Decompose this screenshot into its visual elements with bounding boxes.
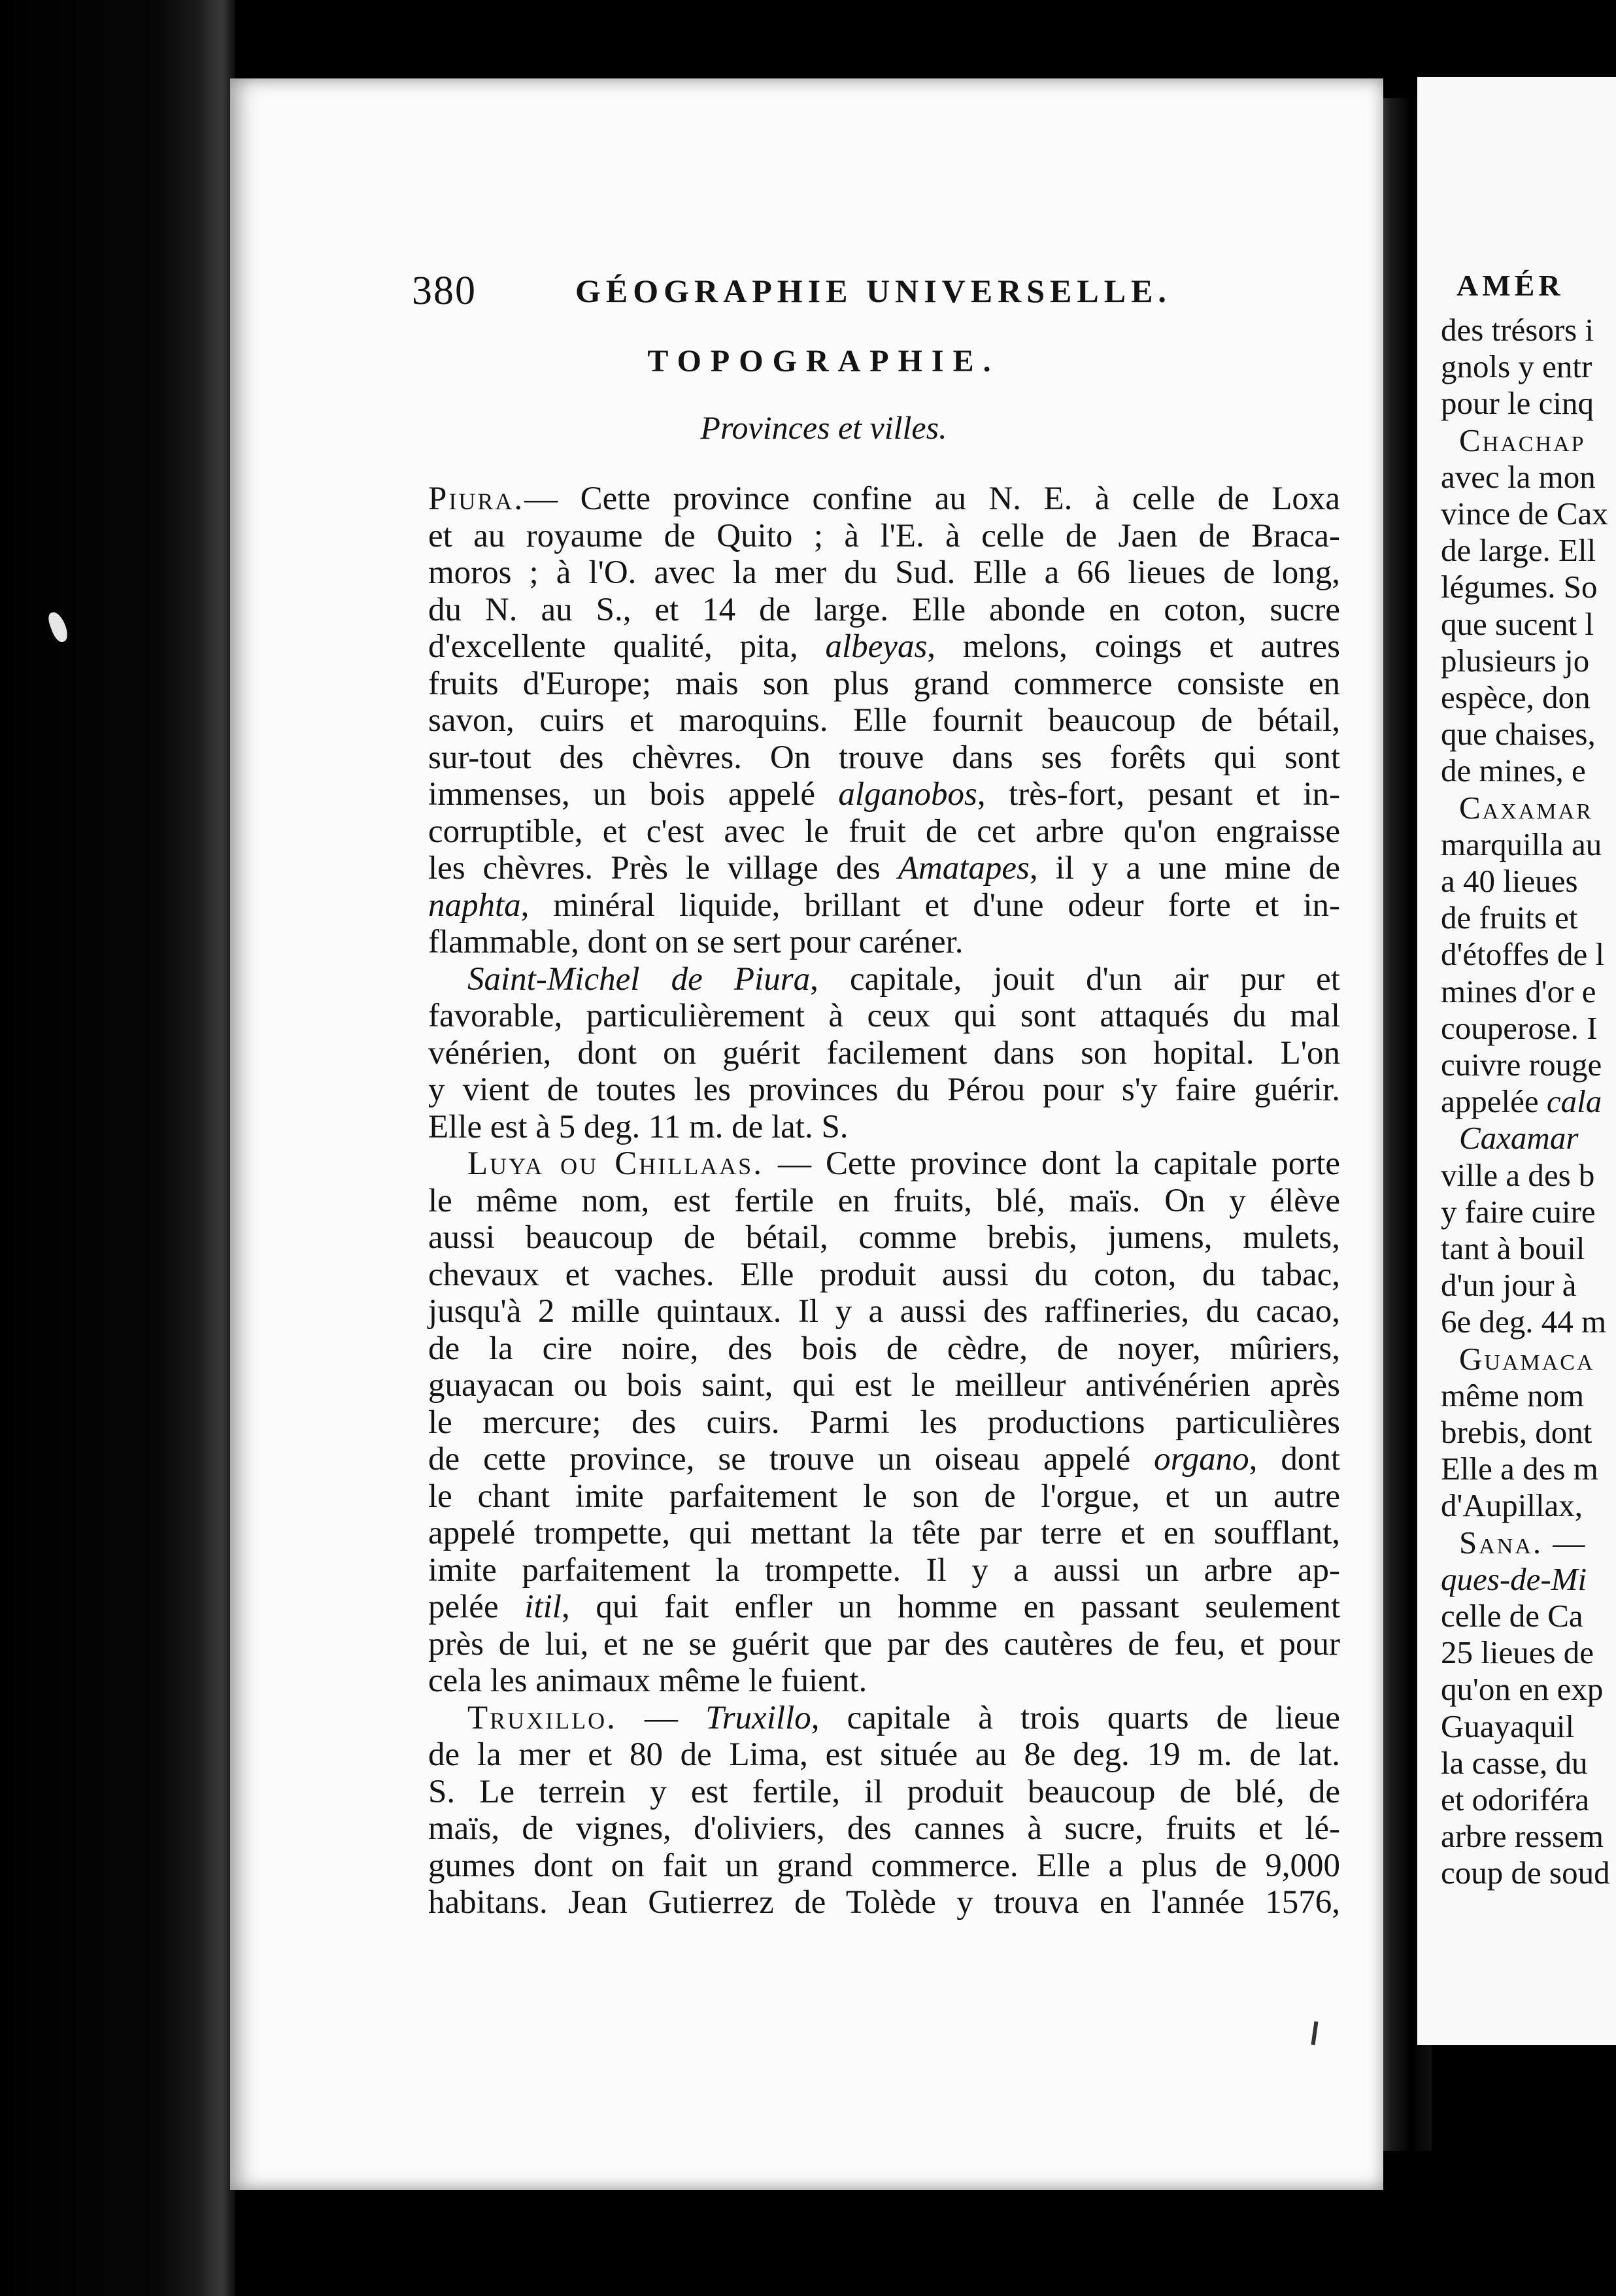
facing-running-head: AMÉR [1456,269,1564,302]
facing-text-line: marquilla au [1441,826,1602,862]
running-head [412,268,1222,314]
facing-text-line: arbre ressem [1441,1818,1604,1855]
text-line: jusqu'à 2 mille quintaux. Il y a aussi des raffineries, du cacao, [428,1293,1340,1330]
text-line: favorable, particulièrement à ceux qui sont attaqués du mal [428,998,1340,1034]
text-line: d'excellente qualité, pita, albeyas, melons, coings et autres [428,628,1340,665]
text-line: S. Le terrein y est fertile, il produit beaucoup de blé, de [428,1773,1340,1810]
text-line: vénérien, dont on guérit facilement dans son hopital. L'on [428,1034,1340,1072]
text-line: et au royaume de Quito ; à l'E. à celle de Jaen de Braca- [428,517,1340,554]
text-line: imite parfaitement la trompette. Il y a aussi un arbre ap- [428,1551,1340,1589]
text-line: guayacan ou bois saint, qui est le meilleur antivénérien après [428,1367,1340,1404]
text-line: de la mer et 80 de Lima, est située au 8e deg. 19 m. de lat. [428,1736,1340,1773]
facing-text-line: gnols y entr [1441,348,1592,385]
facing-text-line: que sucent l [1441,605,1594,642]
facing-text-line: couperose. I [1441,1009,1598,1046]
facing-text-line: cuivre rouge [1441,1047,1602,1083]
facing-text-line: Elle a des m [1441,1451,1598,1487]
text-line: naphta, minéral liquide, brillant et d'une odeur forte et in- [428,886,1340,924]
text-line: moros ; à l'O. avec la mer du Sud. Elle a 66 lieues de long, [428,554,1340,591]
text-line: Saint-Michel de Piura, capitale, jouit d'un air pur et [467,960,1340,998]
text-line: le chant imite parfaitement le son de l'orgue, et un autre [428,1477,1340,1515]
facing-text-line: Sana. — [1459,1524,1587,1561]
facing-text-line: Guamaca [1459,1340,1595,1377]
facing-text-line: ville a des b [1441,1156,1595,1193]
facing-text-line: coup de soud [1441,1855,1610,1891]
text-line: de la cire noire, des bois de cèdre, de noyer, mûriers, [428,1330,1340,1367]
facing-text-line: de fruits et [1441,900,1578,936]
facing-page [1417,77,1616,2045]
facing-text-line: d'un jour à [1441,1267,1577,1304]
facing-text-line: celle de Ca [1441,1598,1583,1634]
text-line: les chèvres. Près le village des Amatapes, il y a une mine de [428,850,1340,886]
facing-text-line: Chachap [1459,422,1586,458]
facing-text-line: mines d'or e [1441,973,1596,1009]
facing-text-line: tant à bouil [1441,1230,1585,1266]
facing-text-line: d'Aupillax, [1441,1487,1583,1524]
section-title: TOPOGRAPHIE. [647,344,1000,379]
text-line: près de lui, et ne se guérit que par des cautères de feu, et pour [428,1625,1340,1663]
facing-text-line: la casse, du [1441,1744,1588,1781]
facing-text-line: ques-de-Mi [1441,1561,1587,1597]
text-line: maïs, de vignes, d'oliviers, des cannes à sucre, fruits et lé- [428,1810,1340,1847]
facing-text-line: plusieurs jo [1441,642,1590,679]
text-line: Luya ou Chillaas. — Cette province dont la capitale porte [467,1145,1340,1182]
facing-text-line: Caxamar [1459,1120,1579,1156]
facing-text-line: a 40 lieues [1441,863,1578,899]
text-line: le même nom, est fertile en fruits, blé, maïs. On y élève [428,1182,1340,1219]
facing-text-line: des trésors i [1441,312,1594,348]
text-line: y vient de toutes les provinces du Pérou pour s'y faire guérir. [428,1072,1340,1108]
facing-text-line: que chaises, [1441,716,1596,752]
facing-text-line: brebis, dont [1441,1414,1592,1450]
text-line: du N. au S., et 14 de large. Elle abonde en coton, sucre [428,591,1340,628]
subsection-title: Provinces et villes. [700,409,947,446]
text-line: Piura.— Cette province confine au N. E. à celle de Loxa [428,481,1340,517]
facing-text-line: qu'on en exp [1441,1671,1604,1708]
facing-text-line: 6e deg. 44 m [1441,1304,1607,1340]
running-title: GÉOGRAPHIE UNIVERSELLE. [575,273,1171,309]
facing-text-line: Caxamar [1459,789,1593,826]
facing-text-line: espèce, don [1441,679,1591,715]
text-line: corruptible, et c'est avec le fruit de cet arbre qu'on engraisse [428,813,1340,850]
facing-text-line: y faire cuire [1441,1193,1596,1230]
facing-text-line: avec la mon [1441,458,1596,495]
text-line: habitans. Jean Gutierrez de Tolède y trouva en l'année 1576, [428,1884,1340,1921]
text-line: gumes dont on fait un grand commerce. Elle a plus de 9,000 [428,1847,1340,1884]
facing-text-line: pour le cinq [1441,385,1594,422]
text-line: de cette province, se trouve un oiseau appelé organo, dont [428,1441,1340,1477]
facing-text-line: 25 lieues de [1441,1634,1594,1671]
text-line: appelé trompette, qui mettant la tête par terre et en soufflant, [428,1515,1340,1551]
text-line: immenses, un bois appelé alganobos, très-fort, pesant et in- [428,776,1340,813]
text-line: Truxillo. — Truxillo, capitale à trois quarts de lieue [467,1699,1340,1736]
text-line: sur-tout des chèvres. On trouve dans ses forêts qui sont [428,739,1340,776]
binding-shadow-left [0,0,235,2296]
text-line: Elle est à 5 deg. 11 m. de lat. S. [428,1108,849,1145]
text-line: savon, cuirs et maroquins. Elle fournit beaucoup de bétail, [428,702,1340,739]
facing-text-line: Guayaquil [1441,1708,1575,1744]
text-line: fruits d'Europe; mais son plus grand commerce consiste en [428,665,1340,702]
text-line: pelée itil, qui fait enfler un homme en passant seulement [428,1589,1340,1625]
text-line: aussi beaucoup de bétail, comme brebis, jumens, mulets, [428,1219,1340,1256]
text-line: flammable, dont on se sert pour caréner. [428,924,964,960]
text-line: le mercure; des cuirs. Parmi les productions particulières [428,1404,1340,1441]
facing-text-line: de mines, e [1441,752,1586,789]
text-line: cela les animaux même le fuient. [428,1663,867,1699]
facing-text-line: vince de Cax [1441,496,1608,532]
facing-text-line: légumes. So [1441,569,1598,605]
facing-text-line: appelée cala [1441,1083,1602,1120]
facing-text-line: de large. Ell [1441,532,1596,569]
text-line: chevaux et vaches. Elle produit aussi du coton, du tabac, [428,1256,1340,1293]
facing-text-line: même nom [1441,1377,1585,1413]
facing-text-line: et odoriféra [1441,1781,1590,1817]
facing-text-line: d'étoffes de l [1441,936,1605,973]
page-number: 380 [412,269,477,313]
